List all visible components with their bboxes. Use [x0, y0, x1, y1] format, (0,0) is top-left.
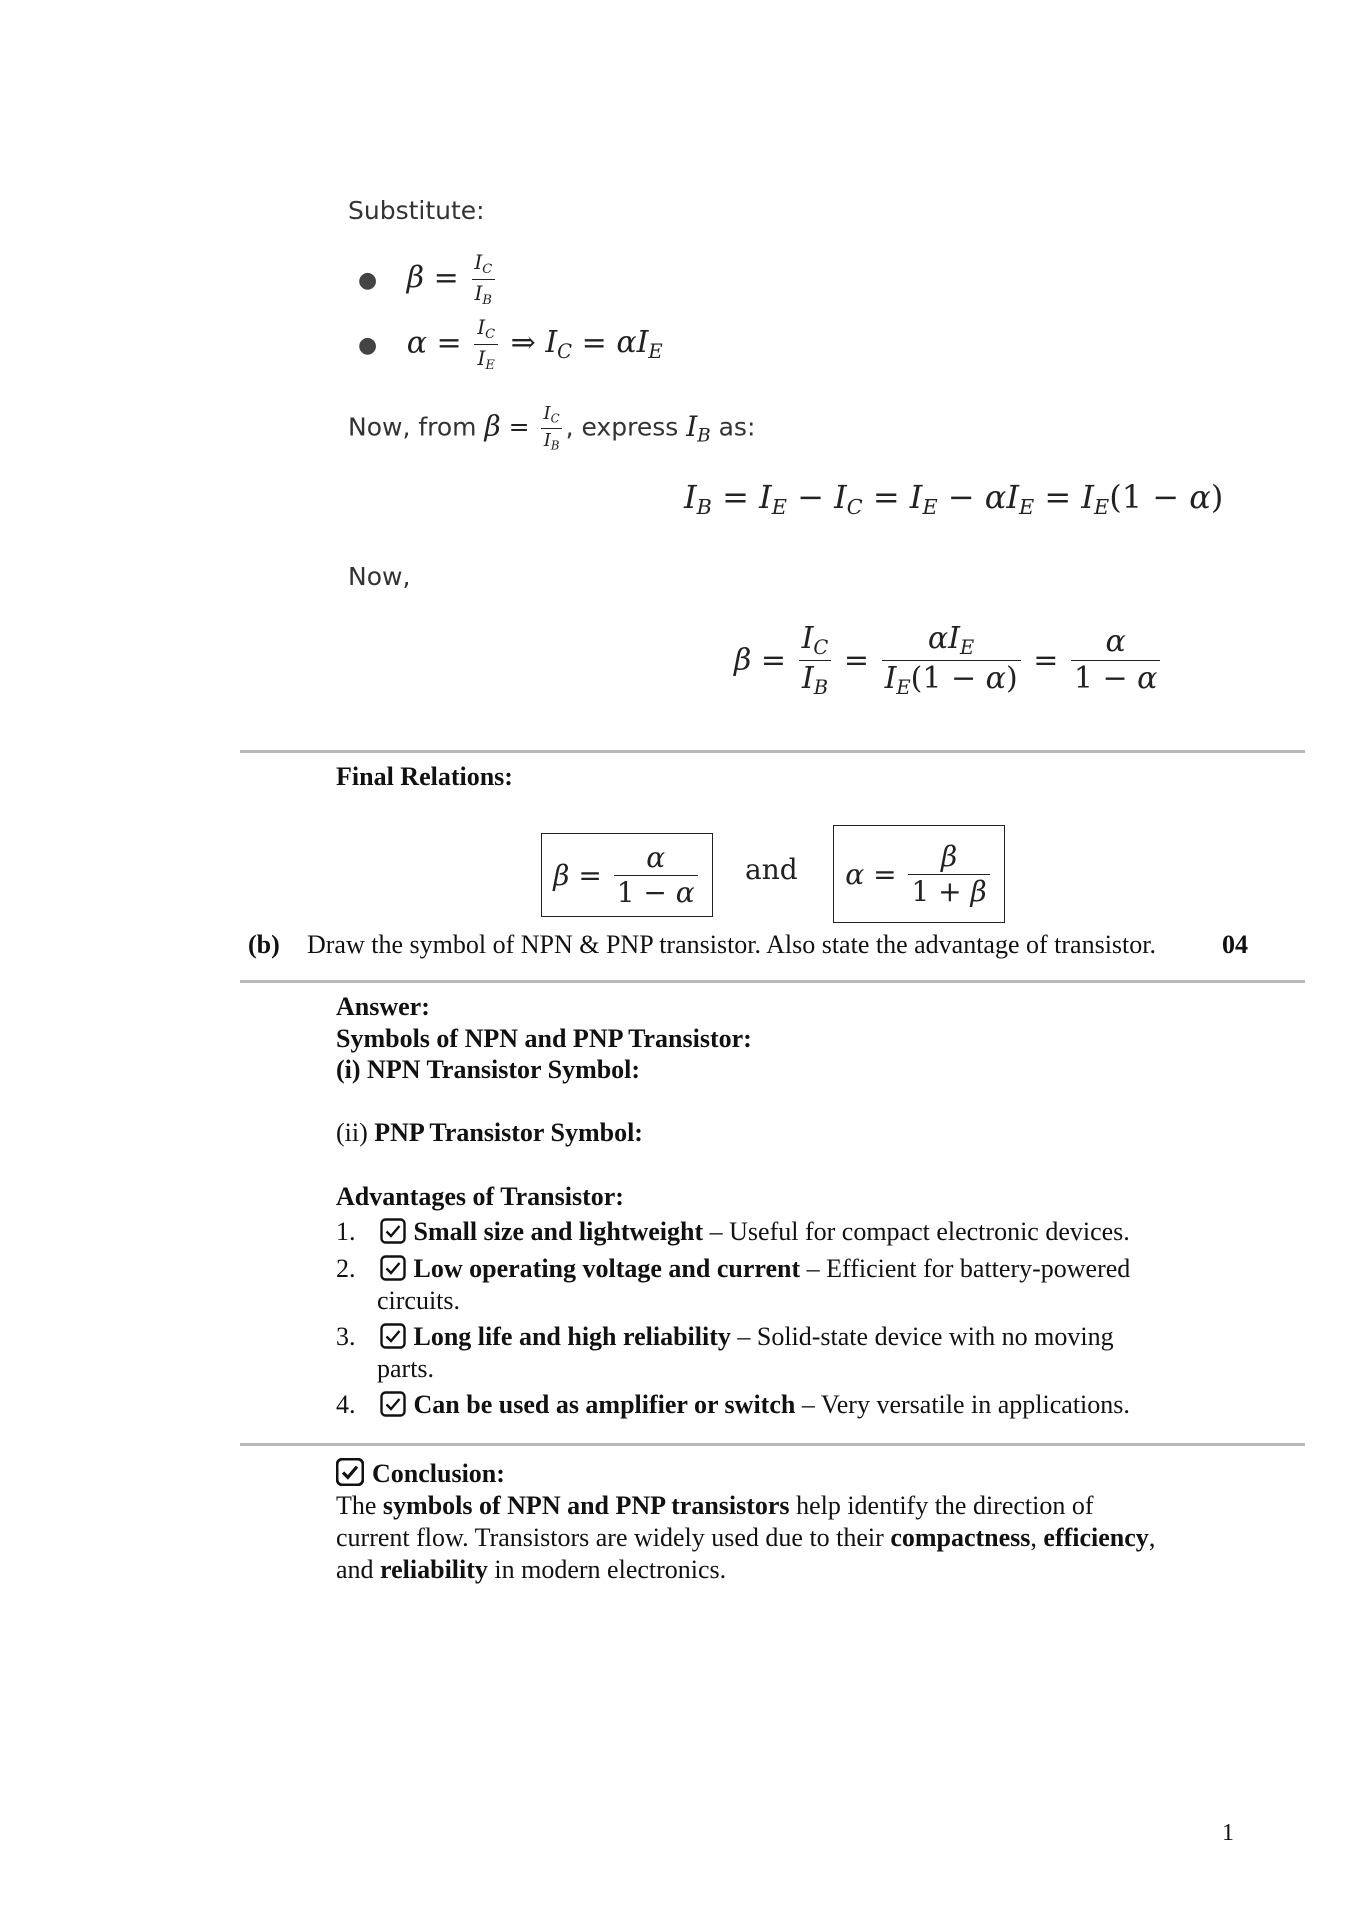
checkbox-icon: [380, 1391, 406, 1417]
answer-label: Answer:: [336, 992, 430, 1021]
final-relations-heading: Final Relations:: [336, 762, 513, 791]
pnp-symbol-heading: (ii) PNP Transistor Symbol:: [336, 1118, 643, 1147]
checkbox-icon: [380, 1218, 406, 1244]
checkbox-icon: [380, 1323, 406, 1349]
question-b-marks: 04: [1222, 930, 1248, 959]
advantages-heading: Advantages of Transistor:: [336, 1182, 624, 1211]
question-b-text: Draw the symbol of NPN & PNP transistor. Also state the advantage of transistor.: [307, 930, 1156, 959]
advantage-item-3-continuation: parts.: [377, 1354, 435, 1383]
npn-symbol-heading: (i) NPN Transistor Symbol:: [336, 1055, 641, 1084]
substitute-label: Substitute:: [348, 196, 485, 225]
page-number: 1: [1222, 1820, 1234, 1846]
final-alpha-box: α = $\frac{\beta}{1 + \beta}$: [833, 825, 1005, 923]
divider-2: [240, 980, 1305, 983]
advantage-item-2: 2. Low operating voltage and current – Efficient for battery-powered: [336, 1254, 1131, 1283]
divider-3: [240, 1443, 1305, 1446]
advantage-item-4: 4. Can be used as amplifier or switch – Very versatile in applications.: [336, 1390, 1130, 1419]
conclusion-heading: Conclusion:: [336, 1458, 505, 1489]
beta-derivation-equation: β = $\frac{I_C}{I_B}$ = $\frac{\alpha I_E}{I_E(1 - \alpha)}$ = $\frac{\alpha}{1 - \alpha}$: [734, 624, 1163, 698]
ib-derivation-equation: $I_B = I_E - I_C = I_E - \alpha I_E = I_E(1 - \alpha)$: [684, 478, 1224, 520]
advantage-item-1: 1. Small size and lightweight – Useful for compact electronic devices.: [336, 1217, 1130, 1246]
question-b-label: (b): [248, 930, 280, 959]
alpha-formula-bullet: ● α = $\frac{I_C}{I_E}$ ⇒ $I_C = \alpha I_E$: [358, 315, 663, 373]
advantage-item-2-continuation: circuits.: [377, 1286, 461, 1315]
conclusion-line-1: The symbols of NPN and PNP transistors help identify the direction of: [336, 1491, 1094, 1520]
advantage-item-3: 3. Long life and high reliability – Solid-state device with no moving: [336, 1322, 1114, 1351]
check-mark-button-icon: [336, 1458, 364, 1486]
now-from-line: Now, from β = $\frac{I_C}{I_B}$ , express $I_B$ as:: [348, 403, 756, 453]
and-label: and: [745, 853, 798, 886]
beta-formula-bullet: ● β = $\frac{I_C}{I_B}$: [358, 252, 498, 307]
conclusion-line-3: and reliability in modern electronics.: [336, 1555, 727, 1584]
symbols-heading: Symbols of NPN and PNP Transistor:: [336, 1024, 752, 1053]
final-beta-box: β = $\frac{\alpha}{1 - \alpha}$: [541, 833, 713, 917]
checkbox-icon: [380, 1255, 406, 1281]
now-label: Now,: [348, 562, 411, 591]
conclusion-line-2: current flow. Transistors are widely used due to their compactness, efficiency,: [336, 1523, 1156, 1552]
divider-1: [240, 750, 1305, 753]
